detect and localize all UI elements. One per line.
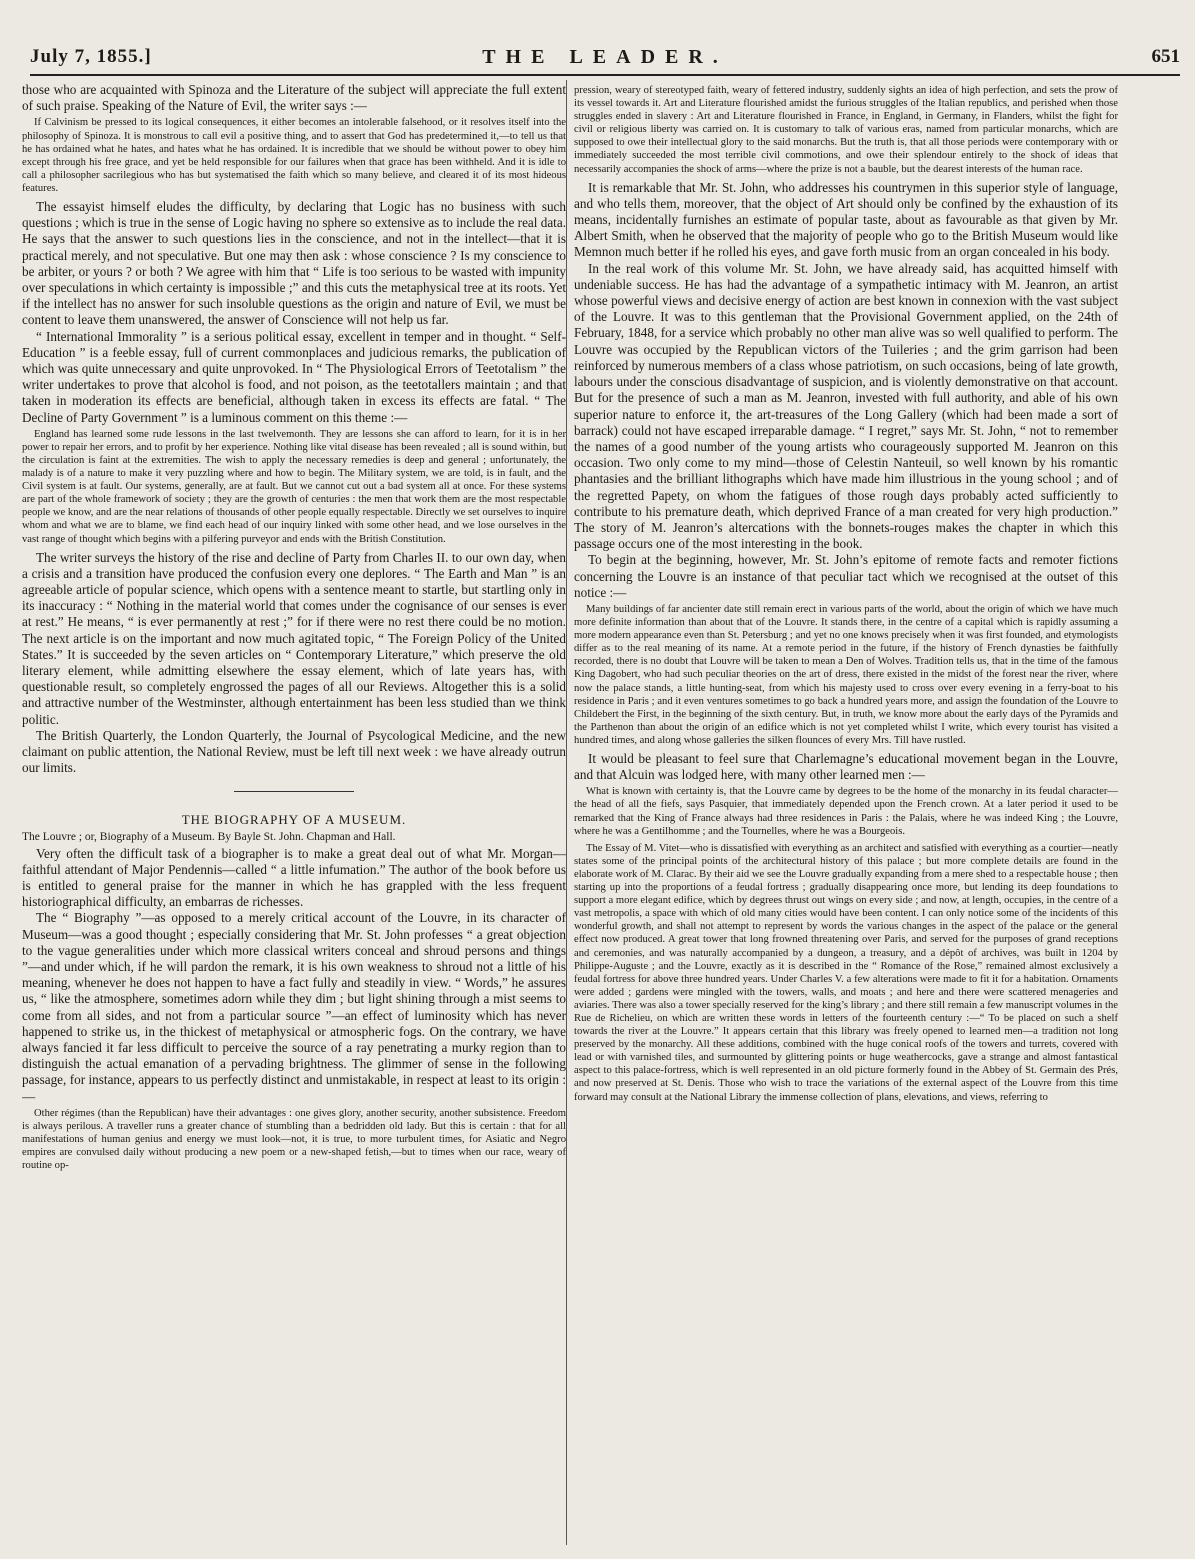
- body-paragraph: those who are acquainted with Spinoza and the Literature of the subject will appreciate the full extent of such praise. Speaking of the Nature of Evil, the writer says :—: [22, 82, 566, 114]
- masthead: [30, 40, 1180, 76]
- body-paragraph: The essayist himself eludes the difficulty, by declaring that Logic has no business with such questions ; which is true in the sense of Logic having no sphere so extensive as to include the real data. He says that the answer to such questions lies in the conscience, and not in the intellect—that it is practical merely, and not speculative. But one may then ask : whose conscience ? Is my conscience to be arbiter, or yours ? or both ? We agree with him that “ Life is too serious to be wasted with impunity over speculations in which certainty is impossible ;” and this cuts the metaphysical tree at its roots. Yet if the intellect has no answer for such insoluble questions as the origin and nature of Evil, we must be content to leave them unanswered, the answer of Conscience will not help us far.: [22, 198, 566, 328]
- body-paragraph: The writer surveys the history of the rise and decline of Party from Charles II. to our own day, when a crisis and a transition have produced the confusion every one deplores. “ The Earth and Man ” is an agreeable article of popular science, which opens with a sentence meant to startle, but startling only in its inaccuracy : “ Nothing in the material world that comes under the cognisance of our senses is ever at rest.” He means, “ is ever permanently at rest ;” for if there were no rest there could be no motion. The next article is on the important and now much agitated topic, “ The Foreign Policy of the United States.” It is succeeded by the seven articles on “ Contemporary Literature,” which preserve the old literary element, while admitting elsewhere the essay element, which of late years has, with questionable result, so completely engrossed the pages of all our Reviews. Altogether this is a solid and attractive number of the Westminster, although entertainment has been less studied than we think politic.: [22, 549, 566, 727]
- newspaper-title: THE LEADER.: [482, 46, 728, 68]
- body-paragraph: To begin at the beginning, however, Mr. St. John’s epitome of remote facts and remoter fictions concerning the Louvre is an instance of that peculiar tact which we recognised at the outset of this notice :—: [574, 552, 1118, 600]
- block-quote: England has learned some rude lessons in the last twelvemonth. They are lessons she can afford to learn, for it is in her power to repair her errors, and to profit by her experience. Nothing like vital disease has been revealed ; all is sound within, but the circulation is faint at the extremities. The wish to apply the necessary remedies is deep and general ; unfortunately, the malady is of a nature to make it very puzzling where and how to begin. The Military system, we are told, is in fault, and the Civil system is at fault. Our systems, generally, are at fault. But we cannot cut out a bad system all at once. For these systems are part of the whole framework of society ; they are the growth of centuries : the men that work them are the most respectable people we know, and are the near relations of thousands of other people equally respectable. Directly we set ourselves to inquire whom and what we are to blame, we find each head of our inquiry linked with some other head, and we lose ourselves in the vast range of thought which begins with a pilfering purveyor and ends with the British Constitution.: [22, 428, 566, 545]
- book-reference: The Louvre ; or, Biography of a Museum. By Bayle St. John. Chapman and Hall.: [22, 830, 396, 843]
- block-quote: The Essay of M. Vitet—who is dissatisfied with everything as an architect and satisfied with everything as a courtier—neatly states some of the principal points of the architectural history of this palace ; but more complete details are found in the elaborate work of M. Clarac. By their aid we see the Louvre gradually expanding from a mere shed to a respectable house ; then starting up into the proportions of a feudal fortress ; gradually disappearing once more, but lending its deep foundations to support a more elegant edifice, which by degrees thrust out wings on every side ; and now, at length, occupies, in the centre of a vast metropolis, a space with which of old many cities would have been content. I can only notice some of the incidents of this wonderful growth, and shall not attempt to represent by words the various changes in the aspect of the palace or the general effect now produced. A great tower that long frowned threatening over Paris, and served for the purposes of grand receptions and ceremonies, and was naturally accompanied by a dungeon, a treasury, and a dépôt of archives, was built in 1204 by Philippe-Auguste ; and the Louvre, exactly as it is described in the “ Romance of the Rose,” remained almost exclusively a feudal fortress for above three hundred years. Under Charles V. a few alterations were made to fit it for a habitation. Ornaments were added ; gardens were mingled with the towers, walls, and moats ; and here and there were scattered menageries and aviaries. There was also a tower specially reserved for the king’s library ; and there still remain a few manuscript volumes in the Rue de Richelieu, on which are written these words in letters of the fourteenth century :—“ To be placed on such a shelf towards the river at the Louvre.” It appears certain that this library was freely opened to learned men—a tradition not long preserved by the monarchy. All these additions, combined with the huge conical roofs of the towers and turrets, covered with lead or with varnished tiles, and surmounted by glittering points or huge weathercocks, gave a strange and almost fantastical aspect to this palace-fortress, which is well represented in an old picture formerly found in the Abbey of St. Germain des Prés, and now preserved at St. Denis. Those who wish to trace the variations of the external aspect of the Louvre from this time forward may consult at the National Library the immense collection of plans, elevations, and views, referring to: [574, 842, 1118, 1103]
- page-number: 651: [1151, 46, 1180, 67]
- article-heading: THE BIOGRAPHY OF A MUSEUM.: [181, 811, 407, 827]
- block-quote: Many buildings of far ancienter date still remain erect in various parts of the world, about the origin of which we have much more definite information than about that of the Louvre. It stands there, in the centre of a capital which is rapidly assuming a more modern appearance even than St. Petersburg ; and yet no one knows precisely when it was first founded, and etymologists differ as to the real meaning of its name. At a remote period in the future, if the history of French dynasties be faithfully recorded, there is no doubt that Louvre will be taken to mean a Den of Wolves. Tradition tells us, that in the time of the famous King Dagobert, who had such peculiar theories on the art of dress, there existed in the midst of the forest near the river, where now the palace stands, a little hunting-seat, from which his majesty used to cross over every evening in a ferry-boat to his residence in Paris ; and it even ventures sometimes to go back a hundred years more, and assign the foundation of the Louvre to Childebert the First, in the beginning of the sixth century. But, in truth, we know more about the early days of the Pyramids and the Parthenon than about the origin of an edifice which is not yet completed whilst I write, which every tourist has visited a hundred times, and along whose galleries the silken flounces of every Mrs. Till have rustled.: [574, 603, 1118, 746]
- body-paragraph: It would be pleasant to feel sure that Charlemagne’s educational movement began in the Louvre, and that Alcuin was lodged here, with many other learned men :—: [574, 750, 1118, 783]
- body-paragraph: The “ Biography ”—as opposed to a merely critical account of the Louvre, in its character of Museum—was a good thought ; especially considering that Mr. St. John professes “ a great objection to the vague generalities under which more classical writers conceal and shroud persons and things ”—and under which, if he will pardon the remark, it is his own weakness to shroud not a little of his meaning, whenever he does not happen to have a fact fully and steadily in view. “ Words,” he assures us, “ like the atmosphere, sometimes adorn while they dim ; but light shining through a mist seems to come from all sides, and not from a particular source ”—an effect of luminosity which has never happened to strike us, in the thickest of metaphysical or atmospheric fogs. On the contrary, we have always fancied it far less difficult to perceive the source of a ray penetrating a murky region than to distinguish the actual emanation of a pervading brightness. The glimmer of sense in the following passage, for instance, appears to us perfectly distinct and unmistakable, in respect at least to its origin :—: [22, 910, 566, 1104]
- body-paragraph: “ International Immorality ” is a serious political essay, excellent in temper and in thought. “ Self-Education ” is a feeble essay, full of current commonplaces and judicious remarks, the publication of which was quite unnecessary and quite unprovoked. In “ The Physiological Errors of Teetotalism ” the writer undertakes to prove that alcohol is food, and not poison, as the teetotallers maintain ; and that taken in moderation its effects are beneficial, although taken in excess its effects are fatal. “ The Decline of Party Government ” is a luminous comment on this theme :—: [22, 328, 566, 425]
- body-paragraph: It is remarkable that Mr. St. John, who addresses his countrymen in this superior style of language, and who tells them, moreover, that the object of Art should only be confined by the exhaustion of its means, incidentally furnishes an estimate of popular taste, about as favourable as that given by Mr. Albert Smith, when he observed that the majority of people who go to the British Museum would like Memnon much better if he rolled his eyes, and gave forth music from an organ concealed in his body.: [574, 179, 1118, 260]
- right-column: [574, 82, 1118, 1547]
- body-paragraph: The British Quarterly, the London Quarterly, the Journal of Psycological Medicine, and the new claimant on public attention, the National Review, must be left till next week : we have already outrun our limits.: [22, 727, 566, 776]
- section-divider: [234, 791, 354, 792]
- column-rule: [566, 80, 567, 1545]
- block-quote: What is known with certainty is, that the Louvre came by degrees to be the home of the monarchy in its feudal character—the head of all the fiefs, says Pasquier, that immediately depended upon the French crown. At a later period it used to be remarked that the King of France always had three residences in Paris : the Palais, where he was indeed King ; the Louvre, where he was a Gentilhomme ; and the Tournelles, where he was a Bourgeois.: [574, 786, 1118, 837]
- block-quote: If Calvinism be pressed to its logical consequences, it either becomes an intolerable falsehood, or it resolves itself into the philosophy of Spinoza. It is monstrous to call evil a positive thing, and to assert that God has predetermined it,—to tell us that he has ordained what he hates, and hates what he has ordained. It is incredible that we should be without power to obey him except through his free grace, and yet be held responsible for our failures when that grace has been withheld. And it is idle to call a philosopher sacrilegious who has but systematised the faith which so many believe, and cleared it of its most hideous features.: [22, 117, 566, 194]
- block-quote: Other régimes (than the Republican) have their advantages : one gives glory, another security, another subsistence. Freedom is always perilous. A traveller runs a greater chance of stumbling than a bedridden old lady. But this is certain : that for all manifestations of human genius and energy we must look—not, it is true, to more turbulent times, for Asiatic and Negro empires are convulsed daily without producing a new poem or a new-shaped fetish,—but to times when our race, weary of routine op-: [22, 1107, 566, 1172]
- issue-date: July 7, 1855.]: [30, 46, 152, 67]
- left-column: [22, 82, 566, 1547]
- body-paragraph: In the real work of this volume Mr. St. John, we have already said, has acquitted himself with undeniable success. He has had the advantage of a sympathetic intimacy with M. Jeanron, an artist whose powerful views and decisive energy of action are best known in connexion with the vast subject of the Louvre. It was to this gentleman that the Provisional Government applied, on the 24th of February, 1848, for a service which probably no other man alive was so well qualified to perform. The Louvre was occupied by the Republican victors of the Tuileries ; and the grim garrison had been reinforced by numerous members of a class whose patriotism, on such occasions, being of late growth, labours under the conscious disadvantage of suspicion, and is violently demonstrative on that account. But for the presence of such a man as M. Jeanron, invested with full authority, and able of his own superior nature to enforce it, the art-treasures of the Long Gallery (which had been made a sort of barrack) could not have escaped irreparable damage. “ I regret,” says Mr. St. John, “ not to remember the names of a good number of the young artists who courageously supported M. Jeanron on this occasion. Two only come to my mind—those of Celestin Nanteuil, so well known by his romantic phantasies and the brilliant lithographs which have made him illustrious in the young school ; and of the regretted Papety, on whom the fatigues of those rough days probably acted sufficiently to contribute to his premature death, which deprived France of a man created for very high production.” The story of M. Jeanron’s altercations with the bonnets-rouges makes the chapter in which this passage occurs one of the most interesting in the book.: [574, 260, 1118, 552]
- block-quote: pression, weary of stereotyped faith, weary of fettered industry, suddenly sights an idea of high perfection, and sets the prow of its vessel towards it. Art and Literature flourished amidst the furious struggles of the Italian republics, and perished when those struggles ended in slavery : Art and Literature flourished in France, in England, in Germany, in Flanders, whilst the fight for civil or religious liberty was carried on. It is customary to talk of various eras, named from particular monarchs, which are supposed to owe their intellectual glory to the said monarchs. But the truth is, that all those periods were contemporary with or immediately succeeded the most terrible civil commotions, and owe their splendour entirely to the shock of ideas that necessarily accompanies the shock of arms—where the prize is not a bauble, but the dearest interests of the human race.: [574, 85, 1118, 175]
- body-paragraph: Very often the difficult task of a biographer is to make a great deal out of what Mr. Morgan—faithful attendant of Major Pendennis—called “ a little infumation.” The author of the book before us is entitled to general praise for the manner in which he has grappled with the less frequent historiographical difficulty, an embarras de richesses.: [22, 845, 566, 910]
